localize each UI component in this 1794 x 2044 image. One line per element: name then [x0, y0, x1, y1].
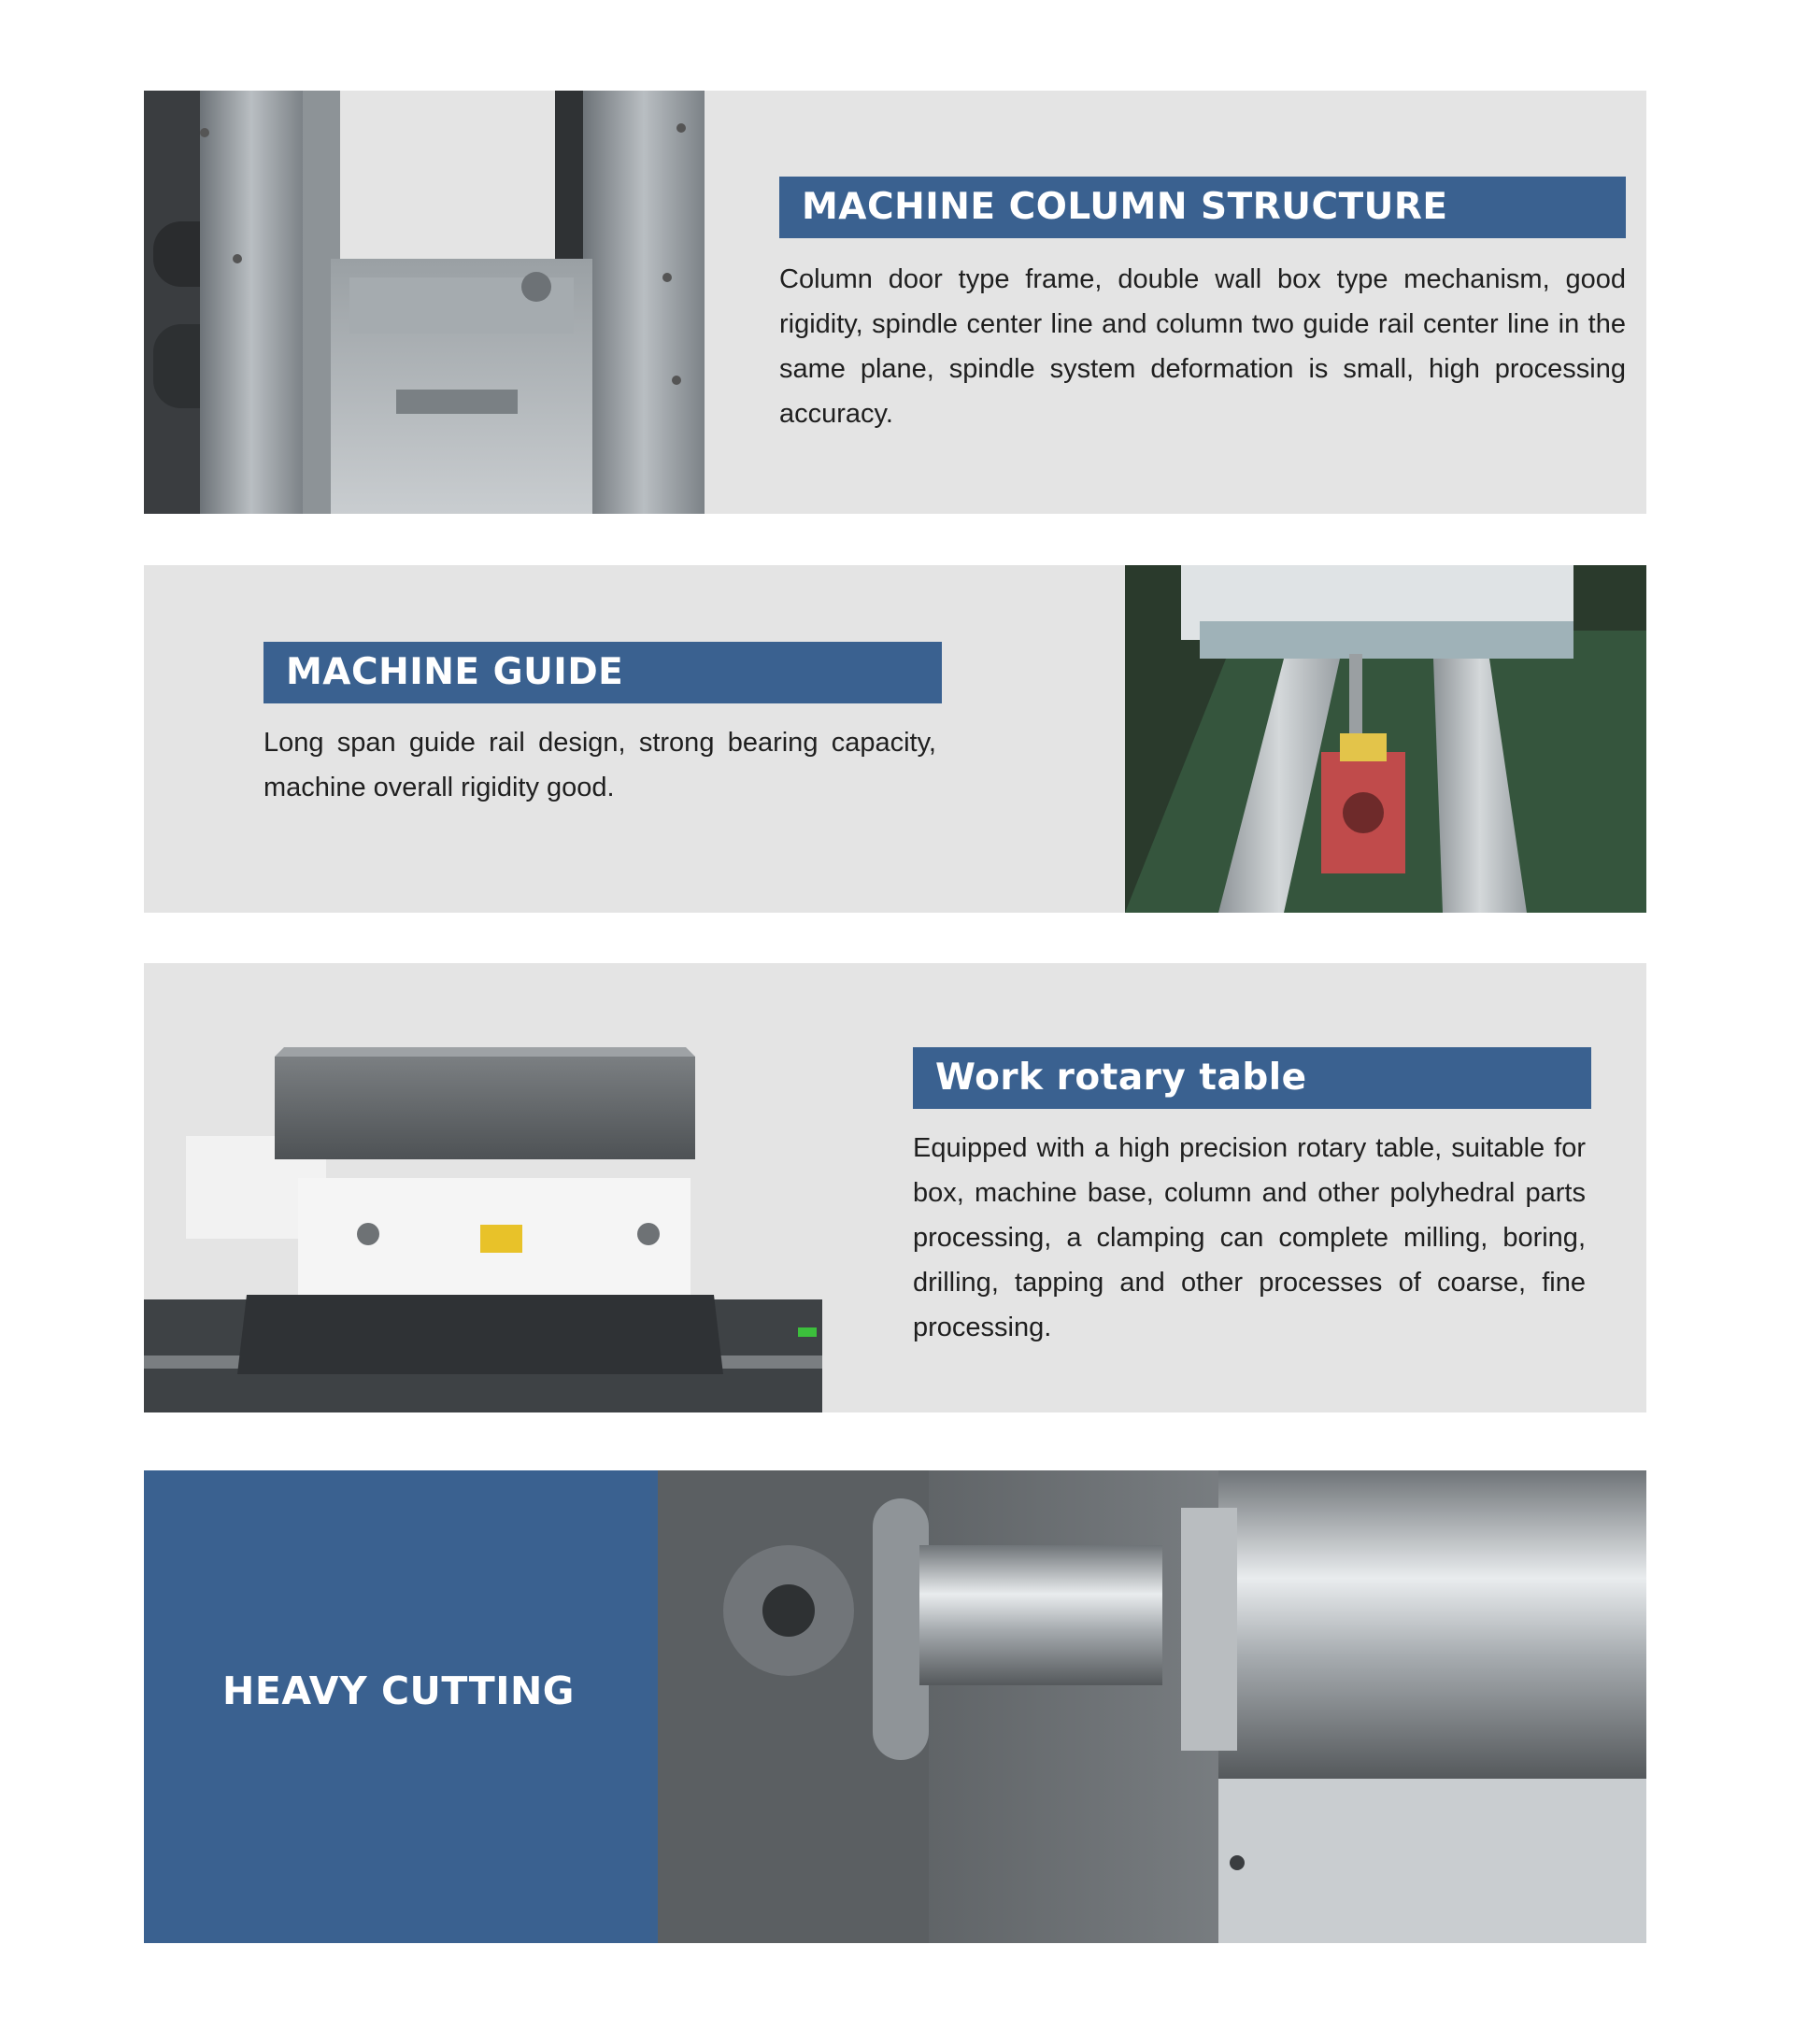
- section-title: Work rotary table: [913, 1047, 1591, 1109]
- section-title: MACHINE GUIDE: [263, 642, 942, 703]
- section-description: Long span guide rail design, strong bearing capacity, machine overall rigidity good.: [263, 728, 936, 802]
- section-description: Equipped with a high precision rotary table, suitable for box, machine base, column and other polyhedral parts processing, a clamping can complete milling, boring, drilling, tapping and other processes of coarse, fine processing.: [913, 1133, 1586, 1342]
- section-rotary-table: [144, 963, 1646, 1412]
- section-title: MACHINE COLUMN STRUCTURE: [779, 177, 1626, 238]
- section-description: Column door type frame, double wall box type mechanism, good rigidity, spindle center line and column two guide rail center line in the same plane, spindle system deformation is small, high processing accuracy.: [779, 264, 1626, 429]
- section-machine-column: [144, 91, 1646, 514]
- machine-column-photo: [144, 91, 779, 514]
- section-title: HEAVY CUTTING: [222, 1668, 575, 1713]
- section-heavy-cutting: [144, 1470, 1646, 1943]
- heavy-cutting-photo: [658, 1470, 1646, 1943]
- rotary-table-photo: [144, 1047, 822, 1412]
- guide-rail-photo: [1125, 565, 1646, 913]
- section-machine-guide: [144, 565, 1646, 913]
